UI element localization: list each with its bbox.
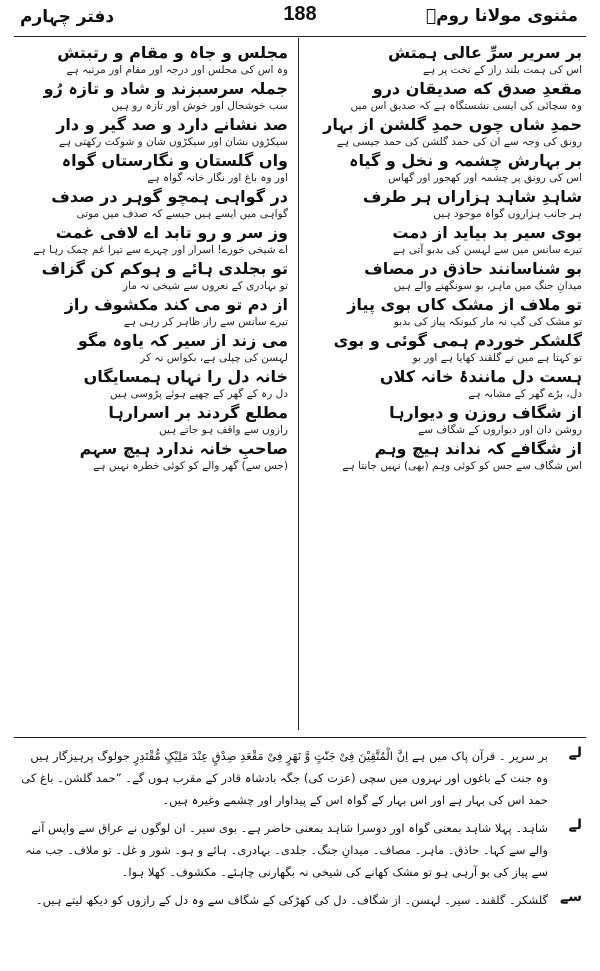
- verse-line: حمدِ شاں چوں حمدِ گلشن از بہار: [323, 115, 582, 134]
- couplet-block: [18, 402, 288, 438]
- couplet-block: [312, 366, 582, 402]
- couplet-block: [18, 150, 288, 186]
- verse-line: بو شناسانند حاذق در مصاف: [364, 259, 582, 278]
- footnote-number: سے: [560, 889, 582, 905]
- couplet-block: [312, 150, 582, 186]
- translation-line: اور وہ باغ اور نگار خانہ گواہ ہے: [147, 172, 288, 184]
- translation-line: سب خوشحال اور خوش اور تازہ رو ہیں: [111, 100, 288, 112]
- volume-label: دفتر چہارم: [20, 7, 115, 27]
- verse-line: وز سر و رو تابد اے لافی غمت: [55, 223, 288, 242]
- verse-line: از دم تو می کند مکشوف راز: [64, 295, 288, 314]
- verse-line: جملہ سرسبزند و شاد و تازہ رُو: [43, 79, 288, 98]
- verse-line: تو ملاف از مشک کاں بوی پیاز: [347, 295, 582, 314]
- translation-line: گواہی میں ایسے ہیں جیسے کہ صدف میں موتی: [76, 208, 288, 220]
- verse-line: صد نشانے دارد و صد گیر و دار: [56, 115, 288, 134]
- verse-line: گلشکر خوردم ہمی گوئی و بوی: [333, 331, 582, 350]
- couplet-block: [312, 78, 582, 114]
- verse-line: از شگاف روزن و دیوارہا: [389, 403, 582, 422]
- column-divider: [298, 38, 299, 730]
- translation-line: دل، بڑے گھر کے مشابہ ہے: [468, 388, 582, 400]
- translation-line: اس کی ہمت بلند راز کے تخت پر ہے: [422, 64, 582, 76]
- verse-line: ہست دل مانندۂ خانہ کلاں: [379, 367, 582, 386]
- footnote: [18, 817, 582, 883]
- couplet-block: [312, 42, 582, 78]
- translation-line: رازوں سے واقف ہو جاتے ہیں: [158, 424, 288, 436]
- footnote-text: بر سریر ۔ قرآن پاک میں ہے اِنَّ الْمُتَّقِیْنَ فِیْ جَنّٰتٍ وَّ نَھَرٍ فِیْ مَقْعَدِ صِدْقٍ عِنْدَ مَلِیْکٍ مُّقْتَدِرٍ جولوگ پرہیزگار ہیں وہ جنت کے باغوں اور نہروں میں سچی (عزت کی) جگہ بادشاہ قادر کے مقرب ہوں گے۔ ”حمد گلشن۔ باغ کی حمد اس کی بہار ہے اور اس بہار کے گواہ اس کے پیداوار اور چشمے وغیرہ ہیں۔: [21, 749, 548, 807]
- verse-line: بر سریرِ سرِّ عالی ہمتش: [388, 43, 582, 62]
- couplet-block: [312, 402, 582, 438]
- couplet-block: [18, 78, 288, 114]
- couplet-block: [18, 258, 288, 294]
- translation-line: اس کی رونق پر چشمہ اور کھجور اور گھاس: [388, 172, 582, 184]
- verse-line: در گواہی ہمچو گوہر در صدف: [51, 187, 288, 206]
- left-column: [18, 42, 288, 474]
- couplet-block: [312, 222, 582, 258]
- couplet-block: [18, 42, 288, 78]
- translation-line: تو بہادری کے نعروں سے شیخی نہ مار: [122, 280, 288, 292]
- verse-line: واں گلستان و نگارستاں گواہ: [61, 151, 288, 170]
- couplet-block: [18, 222, 288, 258]
- translation-line: تو کہتا ہے میں نے گلقند کھایا ہے اور بو: [412, 352, 582, 364]
- footnote-divider: [14, 737, 586, 738]
- translation-line: روشن دان اور دیواروں کے شگاف سے: [418, 424, 582, 436]
- couplet-block: [18, 114, 288, 150]
- verse-line: تو بجلدی ہائے و ہوکم کن گزاف: [41, 259, 288, 278]
- verse-line: بر بہارش چشمہ و نخل و گیاہ: [349, 151, 582, 170]
- verse-line: مطلع گردند بر اسرارہا: [108, 403, 288, 422]
- footnote-number: لے: [568, 817, 582, 833]
- translation-line: تیرے سانس میں سے لہسن کی بدبو آتی ہے: [393, 244, 582, 256]
- couplet-block: [312, 186, 582, 222]
- translation-line: تو مشک کی گپ نہ مار کیونکہ پیاز کی بدبو: [393, 316, 582, 328]
- couplet-block: [18, 330, 288, 366]
- couplet-block: [312, 438, 582, 474]
- translation-line: لہسن کی چپلی ہے، بکواس نہ کر: [140, 352, 288, 364]
- footnote-text: گلشکر۔ گلقند۔ سیر۔ لہسن۔ از شگاف۔ دل کی کھڑکی کے شگاف سے وہ دل کے رازوں کو دیکھ لیتے ہیں۔: [35, 893, 548, 907]
- page-number: 188: [283, 3, 317, 25]
- couplet-block: [18, 366, 288, 402]
- translation-line: رونق کی وجہ سے ان کی حمد گلشن کی حمد جیسی ہے: [336, 136, 582, 148]
- verse-line: صاحبِ خانہ ندارد ہیچ سہم: [79, 439, 288, 458]
- couplet-block: [312, 294, 582, 330]
- footnotes: [18, 745, 582, 917]
- verse-line: می زند از سیر کہ یاوہ مگو: [77, 331, 288, 350]
- verse-line: مقعدِ صدق که صدیقان درو: [372, 79, 582, 98]
- book-title: مثنوی مولانا رومؒ: [425, 6, 578, 26]
- page-header: [0, 0, 600, 38]
- translation-line: اے شیخی خورے! اسرار اور چہرے سے تیرا غم چمک رہا ہے: [33, 244, 288, 256]
- translation-line: وہ اس کی مجلس اور درجہ اور مقام اور مرتبہ ہے: [66, 64, 288, 76]
- verse-line: مجلس و جاہ و مقام و رتبتش: [57, 43, 288, 62]
- translation-line: (جس سے) گھر والے کو کوئی خطرہ نہیں ہے: [93, 460, 288, 472]
- translation-line: میدانِ جنگ میں ماہر، بو سونگھنے والے ہیں: [393, 280, 582, 292]
- translation-line: دل رہ کے گھر کے چھپے ہوئے پڑوسی ہیں: [109, 388, 288, 400]
- footnote: [18, 745, 582, 811]
- verse-line: خانہ دل را نہاں ہمسایگاں: [83, 367, 288, 386]
- couplet-block: [312, 330, 582, 366]
- verse-line: شاہدِ شاہد ہزاراں ہر طرف: [362, 187, 582, 206]
- header-divider: [14, 36, 586, 37]
- translation-line: ہر جانب ہزاروں گواہ موجود ہیں: [433, 208, 582, 220]
- footnote: [18, 889, 582, 911]
- right-column: [312, 42, 582, 474]
- couplet-block: [18, 438, 288, 474]
- verse-line: بوی سیر بد بیاید از دمت: [392, 223, 582, 242]
- footnote-number: لے: [568, 745, 582, 761]
- footnote-text: شاہد۔ پہلا شاہد بمعنی گواہ اور دوسرا شاہد بمعنی حاضر ہے۔ بوی سیر۔ ان لوگوں نے عراق سے واپس آنے والے سے کہا۔ حاذق۔ ماہر۔ مصاف۔ میدانِ جنگ۔ جلدی۔ بہادری۔ ہائے و ہو۔ شور و غل۔ تو ملاف۔ جب منہ سے پیاز کی بو آرہی ہو تو مشک کھانے کی شیخی نہ بگھارنی چاہئے۔ مکشوف۔ کھلا ہوا۔: [25, 821, 548, 879]
- couplet-block: [312, 258, 582, 294]
- translation-line: سیکڑوں نشان اور سیکڑوں شان و شوکت رکھتی ہے: [58, 136, 288, 148]
- verse-line: از شگافے کہ نداند ہیچ وہم: [374, 439, 582, 458]
- translation-line: اس شگاف سے جس کو کوئی وہم (بھی) نہیں جانتا ہے: [342, 460, 582, 472]
- translation-line: وہ سچائی کی ایسی نشستگاہ ہے کہ صدیق اس میں: [350, 100, 582, 112]
- couplet-block: [18, 294, 288, 330]
- couplet-block: [312, 114, 582, 150]
- translation-line: تیرے سانس سے راز ظاہر کر رہی ہے: [123, 316, 288, 328]
- couplet-block: [18, 186, 288, 222]
